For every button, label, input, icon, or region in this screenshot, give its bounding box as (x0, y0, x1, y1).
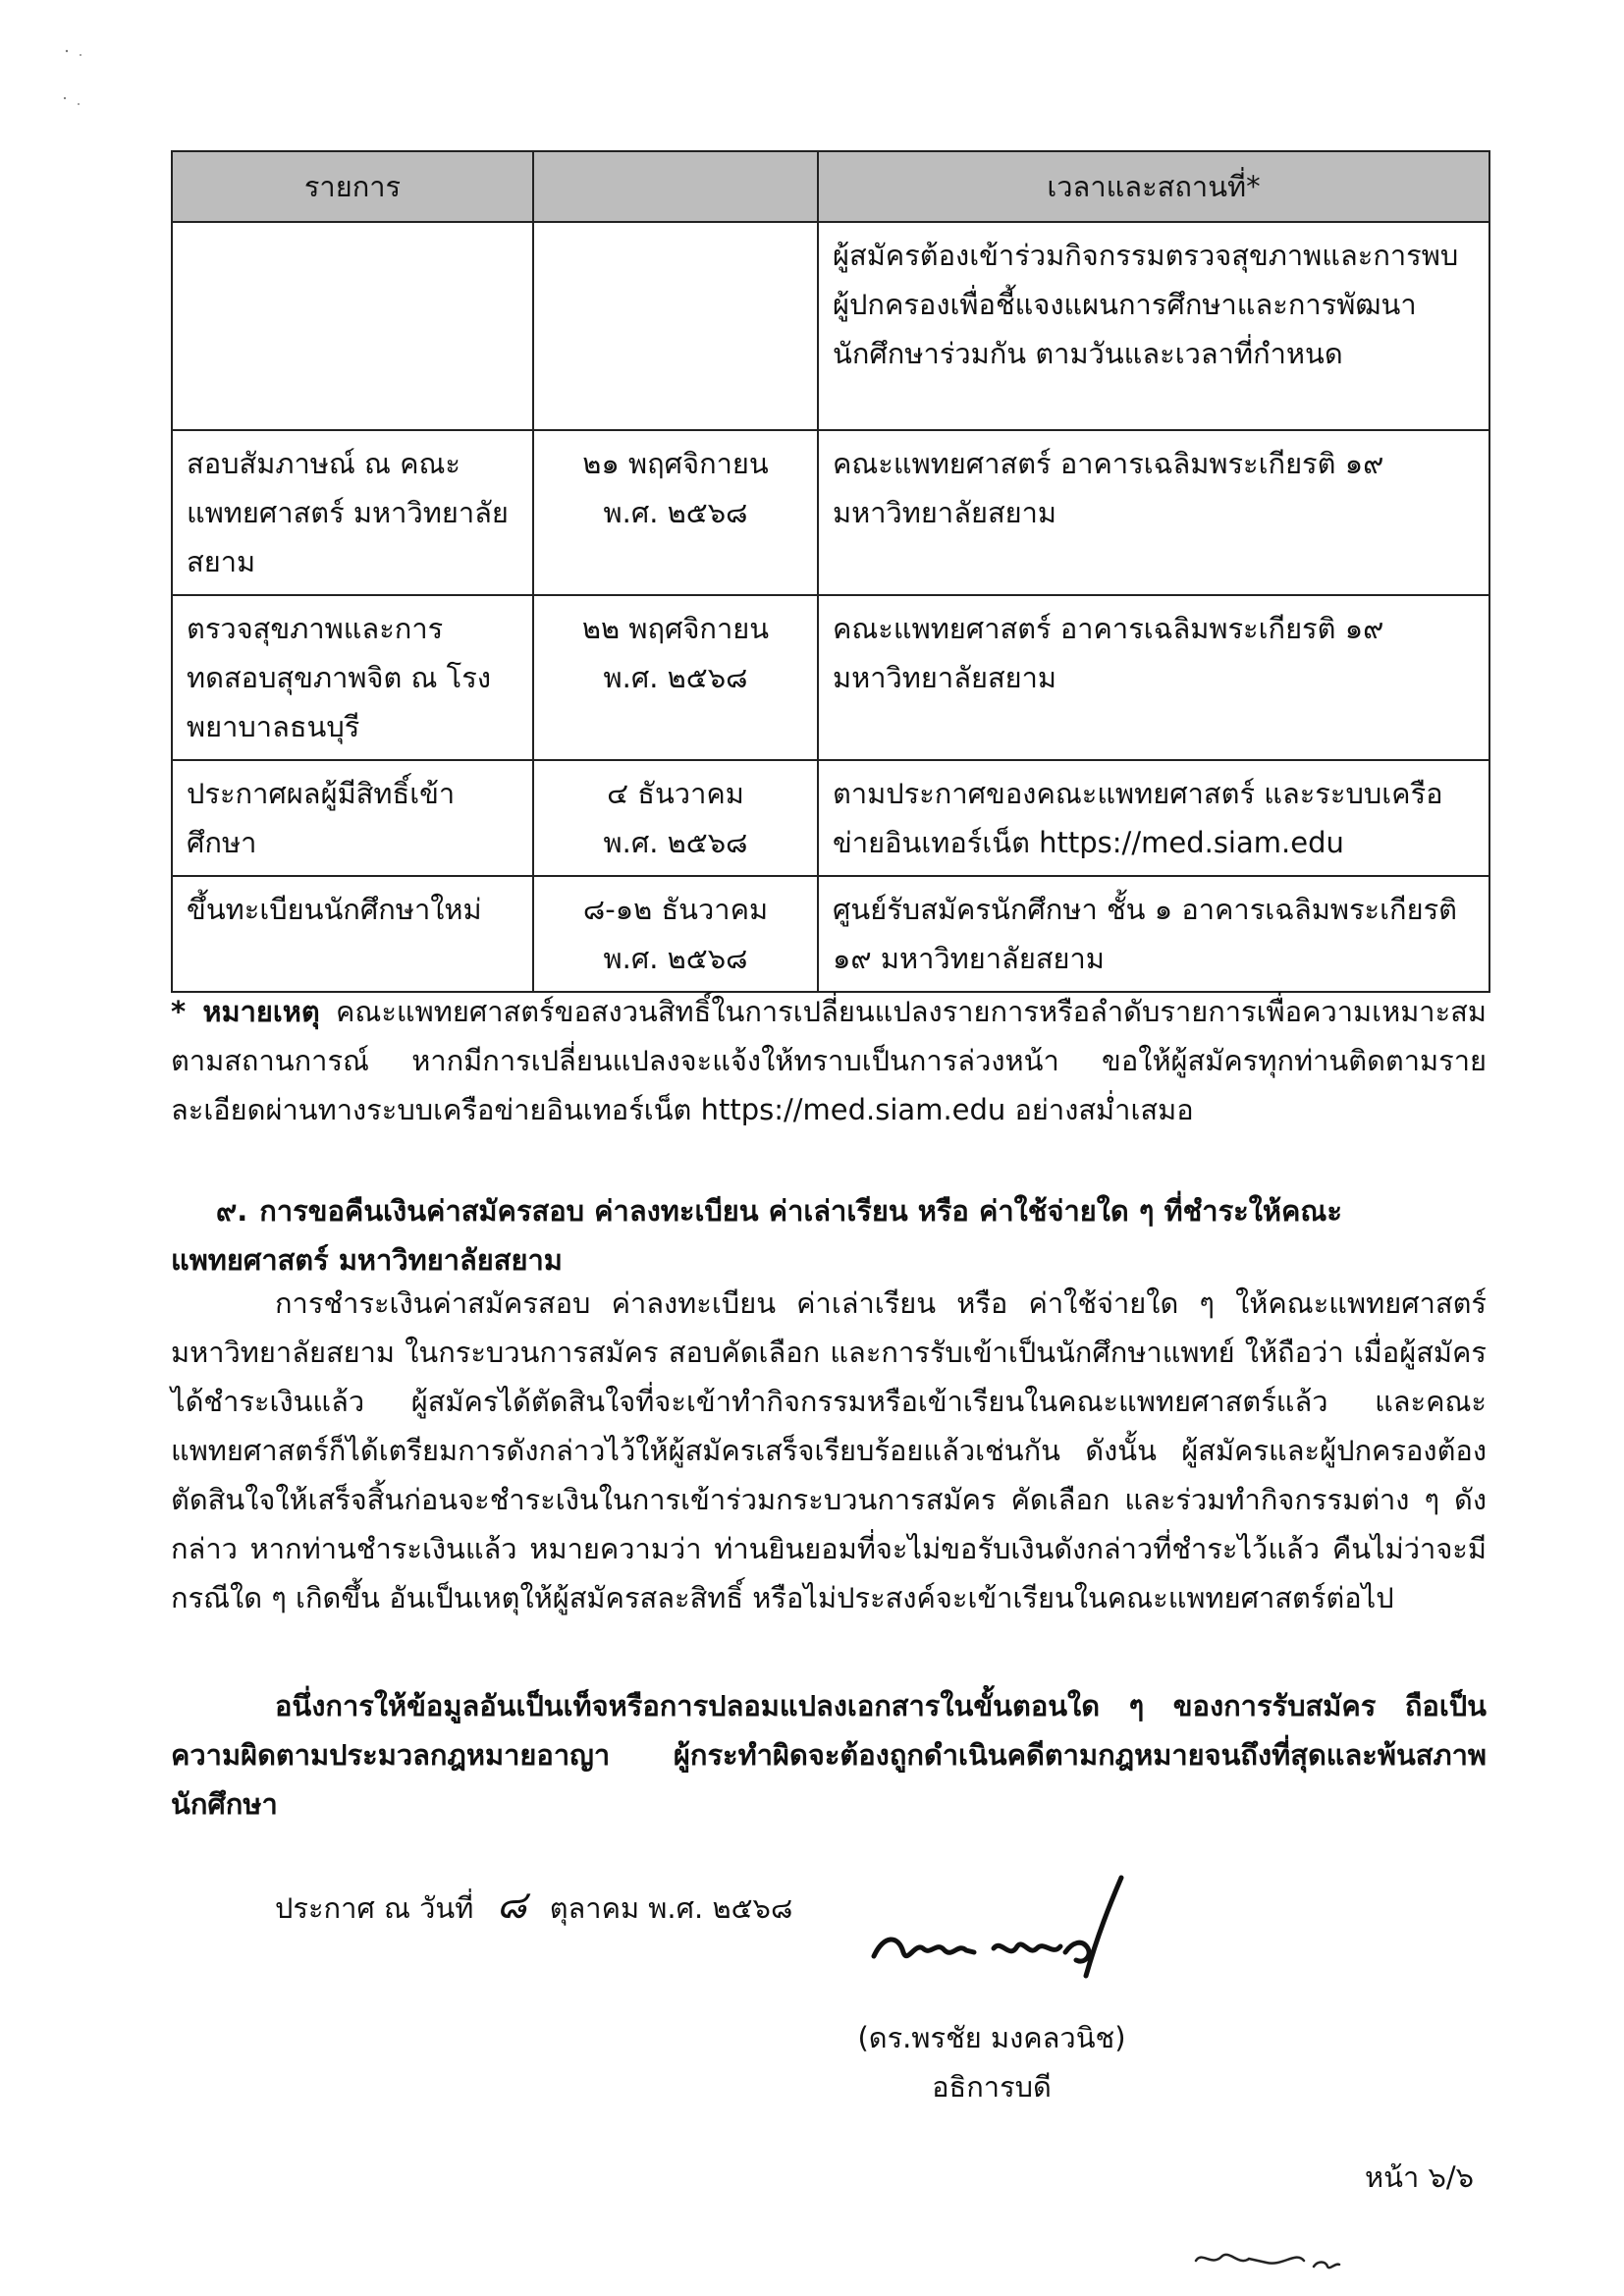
row-item (172, 222, 533, 430)
announcement-date (275, 1881, 806, 1933)
announcement-month-year: ตุลาคม พ.ศ. ๒๕๖๘ (549, 1891, 793, 1925)
announcement-prefix: ประกาศ ณ วันที่ (275, 1891, 474, 1925)
section-9-heading (171, 1186, 1487, 1285)
section-title: การขอคืนเงินค่าสมัครสอบ ค่าลงทะเบียน ค่าเล่าเรียน หรือ ค่าใช้จ่ายใด ๆ ที่ชำระให้คณะแพทยศาสตร์ มหาวิทยาลัยสยาม (171, 1194, 1342, 1277)
section-9-body: การชำระเงินค่าสมัครสอบ ค่าลงทะเบียน ค่าเล่าเรียน หรือ ค่าใช้จ่ายใด ๆ ให้คณะแพทยศาสตร์ มหาวิทยาลัยสยาม ในกระบวนการสมัคร สอบคัดเลือก และการรับเข้าเป็นนักศึกษาแพทย์ ให้ถือว่า เมื่อผู้สมัครได้ชำระเงินแล้ว ผู้สมัครได้ตัดสินใจที่จะเข้าทำกิจกรรมหรือเข้าเรียนในคณะแพทยศาสตร์แล้ว และคณะแพทยศาสตร์ก็ได้เตรียมการดังกล่าวไว้ให้ผู้สมัครเสร็จเรียบร้อยแล้วเช่นกัน ดังนั้น ผู้สมัครและผู้ปกครองต้องตัดสินใจให้เสร็จสิ้นก่อนจะชำระเงินในการเข้าร่วมกระบวนการสมัคร คัดเลือก และร่วมทำกิจกรรมต่าง ๆ ดังกล่าว หากท่านชำระเงินแล้ว หมายความว่า ท่านยินยอมที่จะไม่ขอรับเงินดังกล่าวที่ชำระไว้แล้ว คืนไม่ว่าจะมีกรณีใด ๆ เกิดขึ้น อันเป็นเหตุให้ผู้สมัครสละสิทธิ์ หรือไม่ประสงค์จะเข้าเรียนในคณะแพทยศาสตร์ต่อไป (171, 1286, 1487, 1614)
header-place: เวลาและสถานที่* (818, 151, 1489, 222)
section-number: ๙. (216, 1194, 248, 1228)
note-text: คณะแพทยศาสตร์ขอสงวนสิทธิ์ในการเปลี่ยนแปลงรายการหรือลำดับรายการเพื่อความเหมาะสมตามสถานการณ์ หากมีการเปลี่ยนแปลงจะแจ้งให้ทราบเป็นการล่วงหน้า ขอให้ผู้สมัครทุกท่านติดตามรายละเอียดผ่านทางระบบเครือข่ายอินเทอร์เน็ต https://med.siam.edu อย่างสม่ำเสมอ (171, 995, 1487, 1126)
signer-block (844, 2013, 1139, 2111)
row-date (533, 876, 818, 992)
row-item: สอบสัมภาษณ์ ณ คณะแพทยศาสตร์ มหาวิทยาลัยสยาม (172, 430, 533, 595)
table-row (172, 430, 1489, 595)
row-date (533, 222, 818, 430)
row-date-line2: พ.ศ. ๒๕๖๘ (603, 496, 748, 529)
page-number: หน้า ๖/๖ (1365, 2160, 1475, 2194)
row-date-line1: ๒๒ พฤศจิกายน (581, 612, 770, 645)
row-item: ตรวจสุขภาพและการทดสอบสุขภาพจิต ณ โรงพยาบาลธนบุรี (172, 595, 533, 760)
schedule-note (171, 987, 1487, 1134)
row-place-link[interactable]: ตามประกาศของคณะแพทยศาสตร์ และระบบเครือข่ายอินเทอร์เน็ต https://med.siam.edu (833, 777, 1443, 859)
scan-specks (59, 39, 118, 118)
table-row (172, 876, 1489, 992)
signer-name: (ดร.พรชัย มงคลวนิช) (857, 2021, 1126, 2054)
table-row (172, 222, 1489, 430)
row-date-line1: ๘-๑๒ ธันวาคม (582, 893, 769, 926)
row-date (533, 760, 818, 876)
row-date-line2: พ.ศ. ๒๕๖๘ (603, 661, 748, 694)
row-date-line1: ๔ ธันวาคม (607, 777, 744, 810)
row-date (533, 430, 818, 595)
table-row (172, 760, 1489, 876)
signature-mark (864, 1866, 1149, 1984)
row-place: ผู้สมัครต้องเข้าร่วมกิจกรรมตรวจสุขภาพและการพบผู้ปกครองเพื่อชี้แจงแผนการศึกษาและการพัฒนานักศึกษาร่วมกัน ตามวันและเวลาที่กำหนด (818, 222, 1489, 430)
row-place (818, 760, 1489, 876)
signer-title: อธิการบดี (932, 2070, 1052, 2104)
header-item: รายการ (172, 151, 533, 222)
row-date-line2: พ.ศ. ๒๕๖๘ (603, 942, 748, 975)
legal-warning: อนึ่งการให้ข้อมูลอันเป็นเท็จหรือการปลอมแปลงเอกสารในขั้นตอนใด ๆ ของการรับสมัคร ถือเป็นความผิดตามประมวลกฎหมายอาญา ผู้กระทำผิดจะต้องถูกดำเนินคดีตามกฎหมายจนถึงที่สุดและพ้นสภาพนักศึกษา (171, 1689, 1487, 1821)
row-item: ขึ้นทะเบียนนักศึกษาใหม่ (172, 876, 533, 992)
row-place: คณะแพทยศาสตร์ อาคารเฉลิมพระเกียรติ ๑๙ มหาวิทยาลัยสยาม (818, 430, 1489, 595)
row-date-line2: พ.ศ. ๒๕๖๘ (603, 826, 748, 859)
table-row (172, 595, 1489, 760)
schedule-table (171, 150, 1490, 993)
row-place: คณะแพทยศาสตร์ อาคารเฉลิมพระเกียรติ ๑๙ มหาวิทยาลัยสยาม (818, 595, 1489, 760)
initials-mark (1188, 2237, 1345, 2276)
row-item: ประกาศผลผู้มีสิทธิ์เข้าศึกษา (172, 760, 533, 876)
row-place: ศูนย์รับสมัครนักศึกษา ชั้น ๑ อาคารเฉลิมพระเกียรติ ๑๙ มหาวิทยาลัยสยาม (818, 876, 1489, 992)
row-date-line1: ๒๑ พฤศจิกายน (582, 447, 769, 480)
announcement-day: ๘ (496, 1883, 527, 1928)
row-date (533, 595, 818, 760)
note-label: * หมายเหตุ (171, 995, 320, 1028)
header-date (533, 151, 818, 222)
table-header-row (172, 151, 1489, 222)
